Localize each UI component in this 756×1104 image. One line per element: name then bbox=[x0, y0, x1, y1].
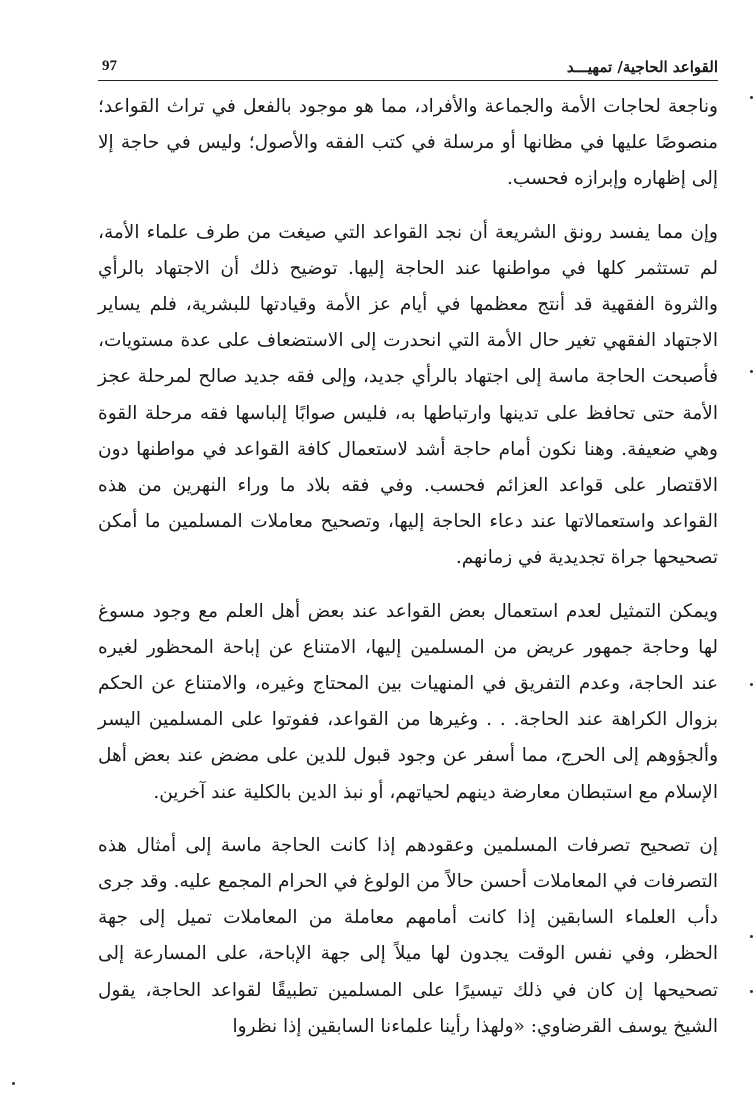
margin-dot bbox=[750, 935, 753, 938]
margin-dot bbox=[750, 990, 753, 993]
page-number: 97 bbox=[102, 58, 117, 74]
header-title: القواعد الحاجية/ تمهيـــد bbox=[566, 58, 718, 76]
paragraph: وإن مما يفسد رونق الشريعة أن نجد القواعد التي صيغت من طرف علماء الأمة، لم تستثمر كلها في مواطنها عند الحاجة إليها. توضيح ذلك أن الاجتهاد بالرأي والثروة الفقهية قد أنتج معظمها في أيام عز الأمة وقيادتها للبشرية، فلم يساير الاجتهاد الفقهي تغير حال الأمة التي انحدرت إلى الاستضعاف على عدة مستويات، فأصبحت الحاجة ماسة إلى اجتهاد بالرأي جديد، وإلى فقه جديد صالح لمرحلة عجز الأمة حتى تحافظ على تدينها وارتباطها به، فليس صوابًا إلباسها فقه مرحلة القوة وهي ضعيفة. وهنا نكون أمام حاجة أشد لاستعمال كافة القواعد في مواطنها دون الاقتصار على قواعد العزائم فحسب. وفي فقه بلاد ما وراء النهرين من هذه القواعد واستعمالاتها عند دعاء الحاجة إليها، وتصحيح معاملات المسلمين ما أمكن تصحيحها جراة تجديدية في زمانهم. bbox=[98, 221, 718, 569]
paragraph: وناجعة لحاجات الأمة والجماعة والأفراد، مما هو موجود بالفعل في تراث القواعد؛ منصوصًا عليها في مظانها أو مرسلة في كتب الفقه والأصول؛ وليس في حاجة إلا إلى إظهاره وإبرازه فحسب. bbox=[98, 96, 718, 190]
margin-dot bbox=[750, 370, 753, 373]
book-page bbox=[98, 52, 718, 1092]
margin-dot bbox=[750, 96, 753, 99]
corner-dot bbox=[12, 1082, 15, 1085]
margin-dot bbox=[750, 683, 753, 686]
running-header bbox=[98, 52, 718, 81]
body-text bbox=[98, 89, 718, 1045]
paragraph: ويمكن التمثيل لعدم استعمال بعض القواعد عند بعض أهل العلم مع وجود مسوغ لها وحاجة جمهور عريض من المسلمين إليها، الامتناع عن إباحة المحظور لغيره عند الحاجة، وعدم التفريق في المنهيات بين المحتاج وغيره، والامتناع عن الحكم بزوال الكراهة عند الحاجة. . . وغيرها من القواعد، ففوتوا على المسلمين اليسر وألجؤوهم إلى الحرج، مما أسفر عن وجود قبول للدين على مضض عند بعض أهل الإسلام مع استبطان معارضة دينهم لحياتهم، أو نبذ الدين بالكلية عند آخرين. bbox=[98, 600, 718, 803]
paragraph: إن تصحيح تصرفات المسلمين وعقودهم إذا كانت الحاجة ماسة إلى أمثال هذه التصرفات في المعاملات أحسن حالاً من الولوغ في الحرام المجمع عليه. وقد جرى دأب العلماء السابقين إذا كانت أمامهم معاملة من المعاملات تميل إلى جهة الحظر، وفي نفس الوقت يجدون لها ميلاً إلى جهة الإباحة، على المسارعة إلى تصحيحها إن كان في ذلك تيسيرًا على المسلمين تطبيقًا لقواعد الحاجة، يقول الشيخ يوسف القرضاوي: «ولهذا رأينا علماءنا السابقين إذا نظروا bbox=[98, 834, 718, 1037]
